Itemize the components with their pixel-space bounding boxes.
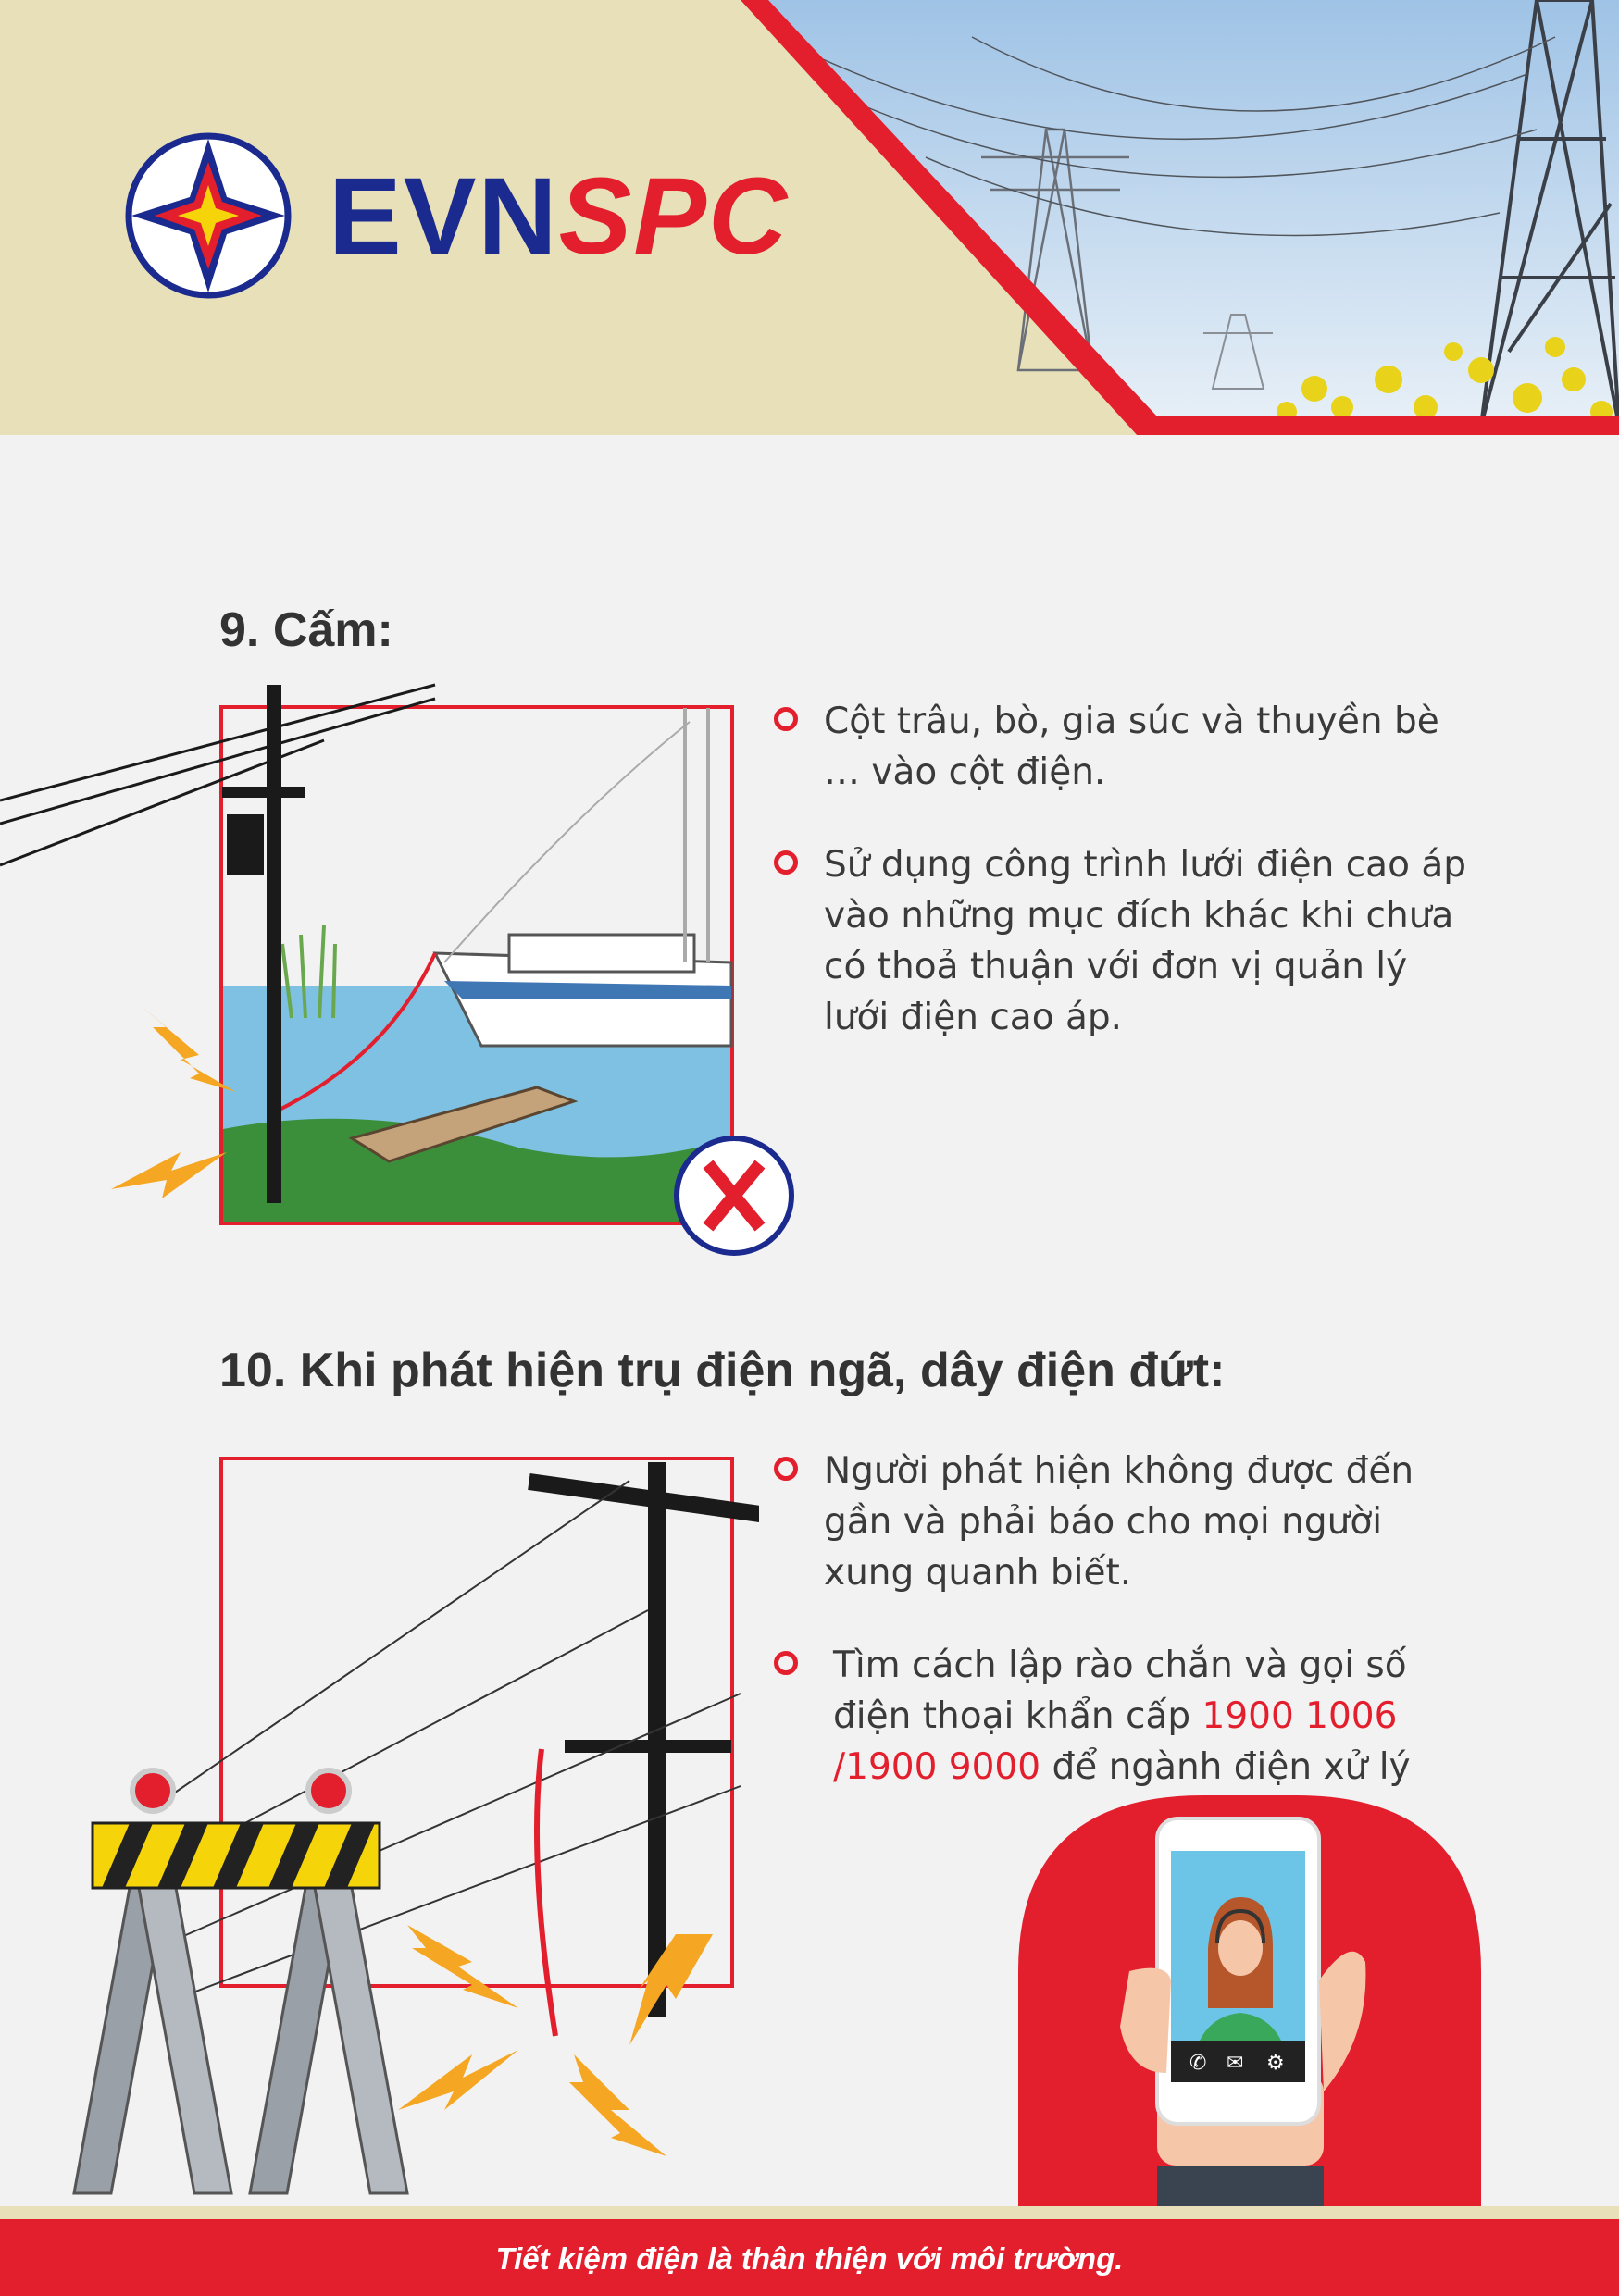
lightning-bolt-icon [111,1004,236,1198]
list-item [774,1640,1477,1793]
section-10-illustration [37,1444,759,2203]
brand-logo-text [329,155,790,278]
bullet-circle-icon [774,1651,798,1675]
bullet-text: Sử dụng công trình lưới điện cao áp vào những mục đích khác khi chưa có thoả thuận với đơn vị quản lý lưới điện cao áp. [824,844,1466,1038]
bullet-circle-icon [774,850,798,875]
section-9-illustration [0,666,805,1268]
footer [0,2219,1619,2296]
emergency-phone-number: 1900 1006 /1900 9000 [833,1695,1398,1788]
footer-slogan: Tiết kiệm điện là thân thiện với môi trường. [495,2241,1124,2276]
boat-icon [435,708,731,1046]
brand-spc: SPC [558,155,790,278]
list-item [774,696,1477,798]
evn-star-logo-icon [129,136,288,295]
section-10-title: 10. Khi phát hiện trụ điện ngã, dây điện đứt: [219,1344,1226,1397]
gear-icon: ⚙ [1266,2052,1285,2075]
footer-accent-strip [0,2206,1619,2219]
bullet-text-prefix: Tìm cách lập rào chắn và gọi số điện thoại khẩn cấp [833,1644,1407,1737]
barricade-icon [74,1770,407,2193]
header [0,0,1619,435]
section-9-bullets [774,696,1477,1085]
bullet-text: Người phát hiện không được đến gần và phải báo cho mọi người xung quanh biết. [824,1450,1414,1594]
bullet-circle-icon [774,1457,798,1481]
bullet-text: Cột trâu, bò, gia súc và thuyền bè … vào cột điện. [824,701,1439,793]
bullet-text-suffix: để ngành điện xử lý [1040,1746,1411,1788]
lightning-bolt-icon [398,1925,713,2156]
bullet-circle-icon [774,707,798,731]
phone-call-icon: ✆ [1189,2052,1207,2075]
hotline-phone-illustration [1018,1795,1481,2207]
brand-evn: EVN [329,155,559,278]
list-item [774,839,1477,1043]
prohibited-x-icon [677,1138,791,1253]
section-9-title: 9. Cấm: [219,603,393,657]
mail-icon: ✉ [1227,2052,1244,2075]
header-graphic [0,0,1619,435]
section-10-bullets [774,1446,1477,1834]
list-item [774,1446,1477,1598]
